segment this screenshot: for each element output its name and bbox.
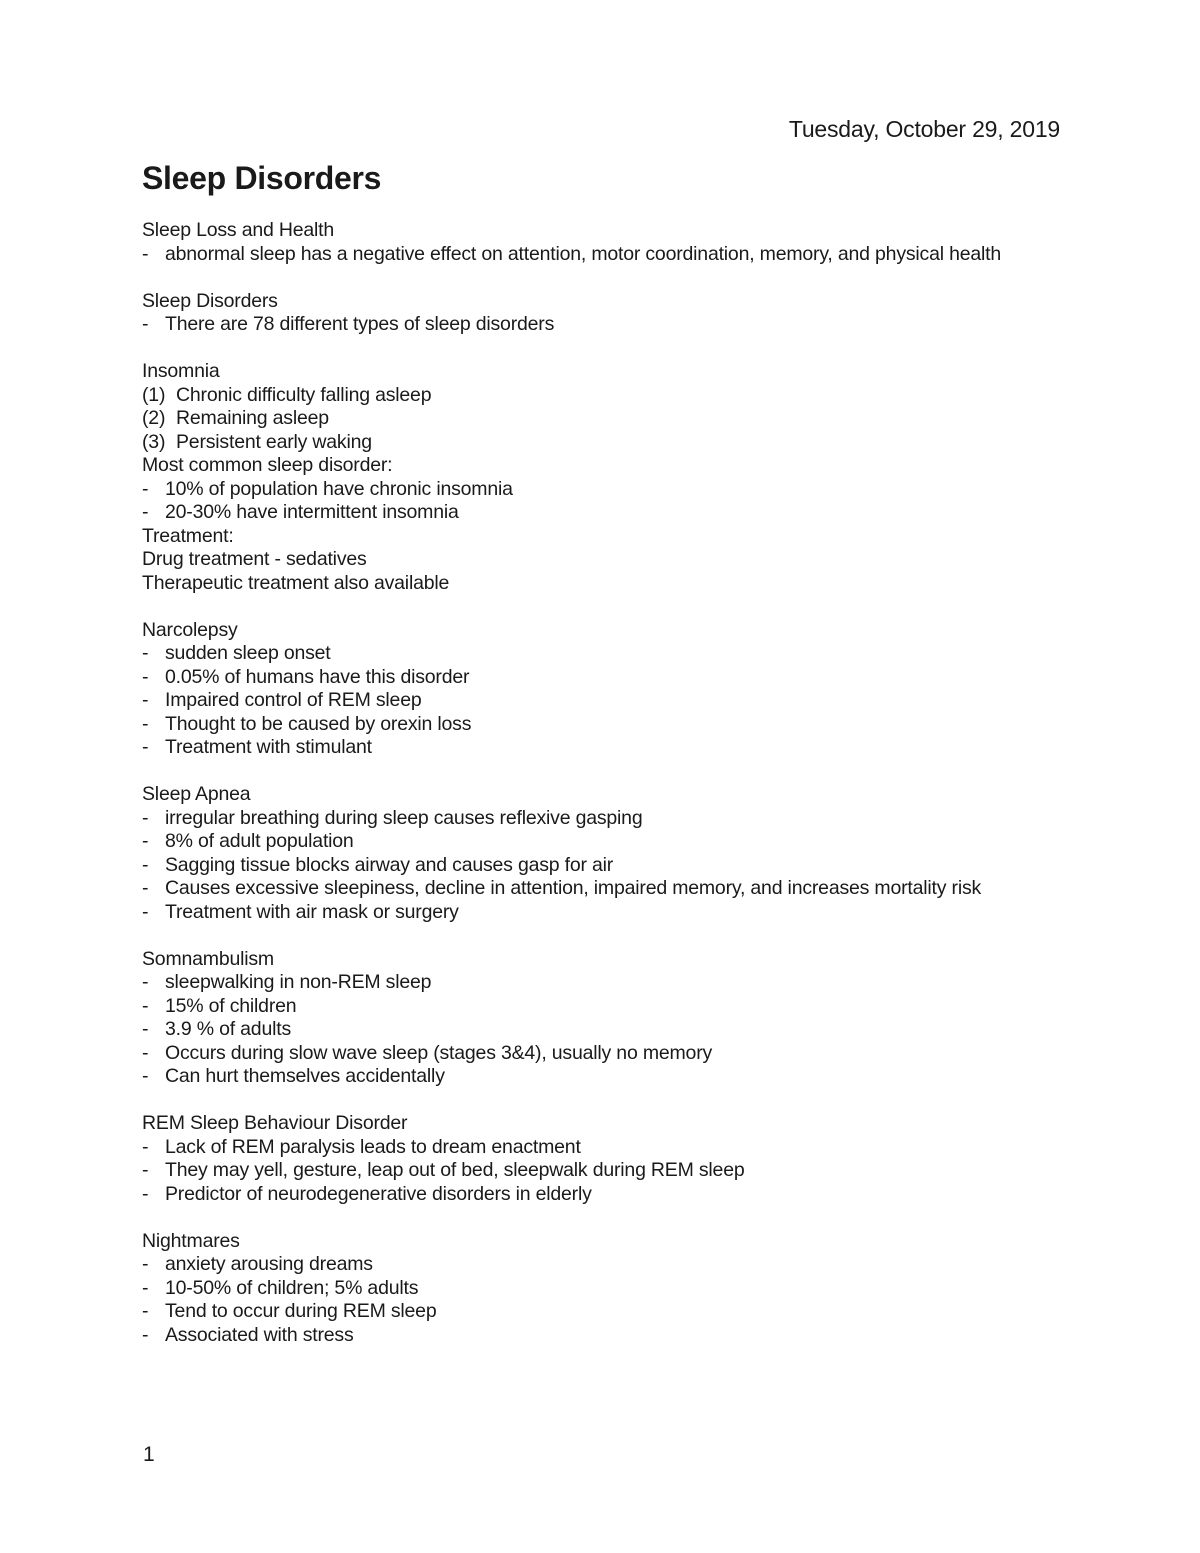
common-disorder-label: Most common sleep disorder: [142, 454, 393, 476]
list-item [142, 1183, 1062, 1207]
list-item-text: Sagging tissue blocks airway and causes gasp for air [165, 853, 614, 876]
list-item-text: Treatment with stimulant [165, 736, 372, 758]
list-item-text: Tend to occur during REM sleep [165, 1300, 437, 1322]
section-sleep-loss [142, 219, 1062, 266]
list-item-text: Impaired control of REM sleep [165, 689, 422, 711]
list-item-text: irregular breathing during sleep causes reflexive gasping [165, 806, 643, 829]
list-item-text: Lack of REM paralysis leads to dream enactment [165, 1135, 581, 1158]
list-item [142, 1324, 1062, 1348]
bullet-marker: - [142, 642, 149, 664]
section-heading: Sleep Apnea [142, 783, 251, 805]
list-item-text: 8% of adult population [165, 830, 354, 852]
bullet-marker: - [142, 1159, 149, 1181]
list-item [142, 830, 1062, 854]
list-item [142, 501, 1062, 525]
section-heading: Insomnia [142, 360, 220, 382]
bullet-marker: - [142, 994, 149, 1017]
list-item [142, 666, 1062, 690]
bullet-marker: - [142, 712, 149, 735]
list-item [142, 877, 1062, 901]
bullet-marker: - [142, 501, 149, 523]
bullet-marker: - [142, 665, 149, 688]
number-marker: (1) [142, 383, 166, 406]
list-item-text: 3.9 % of adults [165, 1018, 291, 1040]
section-heading: Sleep Loss and Health [142, 219, 335, 241]
bullet-marker: - [142, 900, 149, 923]
list-item [142, 243, 1062, 267]
list-item-text: There are 78 different types of sleep disorders [165, 313, 555, 335]
bullet-marker: - [142, 1018, 149, 1040]
bullet-marker: - [142, 806, 149, 829]
bullet-marker: - [142, 242, 149, 265]
list-item-text: anxiety arousing dreams [165, 1253, 373, 1275]
section-rem-behaviour [142, 1112, 1062, 1206]
list-item-text: Associated with stress [165, 1323, 354, 1346]
list-item-text: 0.05% of humans have this disorder [165, 665, 470, 688]
bullet-marker: - [142, 830, 149, 852]
list-item [142, 642, 1062, 666]
numbered-item-text: Remaining asleep [176, 407, 329, 429]
bullet-marker: - [142, 1135, 149, 1158]
treatment-line: Therapeutic treatment also available [142, 571, 450, 594]
list-item-text: 20-30% have intermittent insomnia [165, 501, 459, 523]
bullet-marker: - [142, 1253, 149, 1275]
list-item [142, 971, 1062, 995]
list-item [142, 1300, 1062, 1324]
list-item-text: They may yell, gesture, leap out of bed, sleepwalk during REM sleep [165, 1159, 745, 1181]
list-item-text: Treatment with air mask or surgery [165, 900, 459, 923]
document-title: Sleep Disorders [142, 160, 382, 196]
list-item-text: Predictor of neurodegenerative disorders in elderly [165, 1182, 592, 1205]
section-sleep-disorders [142, 290, 1062, 337]
list-item [142, 478, 1062, 502]
bullet-marker: - [142, 736, 149, 758]
treatment-label: Treatment: [142, 524, 234, 547]
bullet-marker: - [142, 1323, 149, 1346]
bullet-marker: - [142, 877, 149, 899]
list-item-text: 15% of children [165, 994, 297, 1017]
numbered-item-text: Persistent early waking [176, 430, 372, 453]
list-item [142, 1159, 1062, 1183]
bullet-marker: - [142, 1276, 149, 1299]
section-heading: Narcolepsy [142, 618, 238, 641]
list-item [142, 1253, 1062, 1277]
section-heading: REM Sleep Behaviour Disorder [142, 1112, 408, 1134]
list-item-text: 10-50% of children; 5% adults [165, 1276, 419, 1299]
list-item [142, 807, 1062, 831]
section-sleep-apnea [142, 783, 1062, 924]
section-heading: Sleep Disorders [142, 289, 278, 312]
section-somnambulism [142, 948, 1062, 1089]
bullet-marker: - [142, 971, 149, 993]
list-item-text: Occurs during slow wave sleep (stages 3&4), usually no memory [165, 1041, 713, 1064]
list-item [142, 1277, 1062, 1301]
list-item-text: Can hurt themselves accidentally [165, 1065, 445, 1087]
section-nightmares [142, 1230, 1062, 1348]
bullet-marker: - [142, 1300, 149, 1322]
list-item [142, 689, 1062, 713]
numbered-item [142, 407, 1062, 431]
number-marker: (3) [142, 430, 166, 453]
list-item-text: Thought to be caused by orexin loss [165, 712, 472, 735]
numbered-item-text: Chronic difficulty falling asleep [176, 383, 432, 406]
list-item [142, 736, 1062, 760]
bullet-marker: - [142, 477, 149, 500]
bullet-marker: - [142, 853, 149, 876]
section-insomnia [142, 360, 1062, 595]
treatment-line: Drug treatment - sedatives [142, 548, 367, 570]
list-item-text: sleepwalking in non-REM sleep [165, 971, 432, 993]
bullet-marker: - [142, 1182, 149, 1205]
list-item-text: abnormal sleep has a negative effect on attention, motor coordination, memory, and physical health [165, 242, 1002, 265]
section-heading: Nightmares [142, 1229, 240, 1252]
section-narcolepsy [142, 619, 1062, 760]
bullet-marker: - [142, 689, 149, 711]
list-item [142, 1136, 1062, 1160]
list-item-text: sudden sleep onset [165, 642, 331, 664]
bullet-marker: - [142, 1041, 149, 1064]
list-item [142, 901, 1062, 925]
list-item-text: 10% of population have chronic insomnia [165, 477, 513, 500]
list-item-text: Causes excessive sleepiness, decline in attention, impaired memory, and increases mortality risk [165, 877, 982, 899]
numbered-item [142, 384, 1062, 408]
number-marker: (2) [142, 407, 166, 429]
list-item [142, 1042, 1062, 1066]
list-item [142, 1018, 1062, 1042]
page-number: 1 [143, 1443, 155, 1466]
document-date: Tuesday, October 29, 2019 [788, 116, 1060, 142]
list-item [142, 1065, 1062, 1089]
list-item [142, 995, 1062, 1019]
list-item [142, 854, 1062, 878]
numbered-item [142, 431, 1062, 455]
document-body [142, 219, 1062, 1371]
section-heading: Somnambulism [142, 947, 274, 970]
bullet-marker: - [142, 1065, 149, 1087]
list-item [142, 313, 1062, 337]
list-item [142, 713, 1062, 737]
bullet-marker: - [142, 313, 149, 335]
